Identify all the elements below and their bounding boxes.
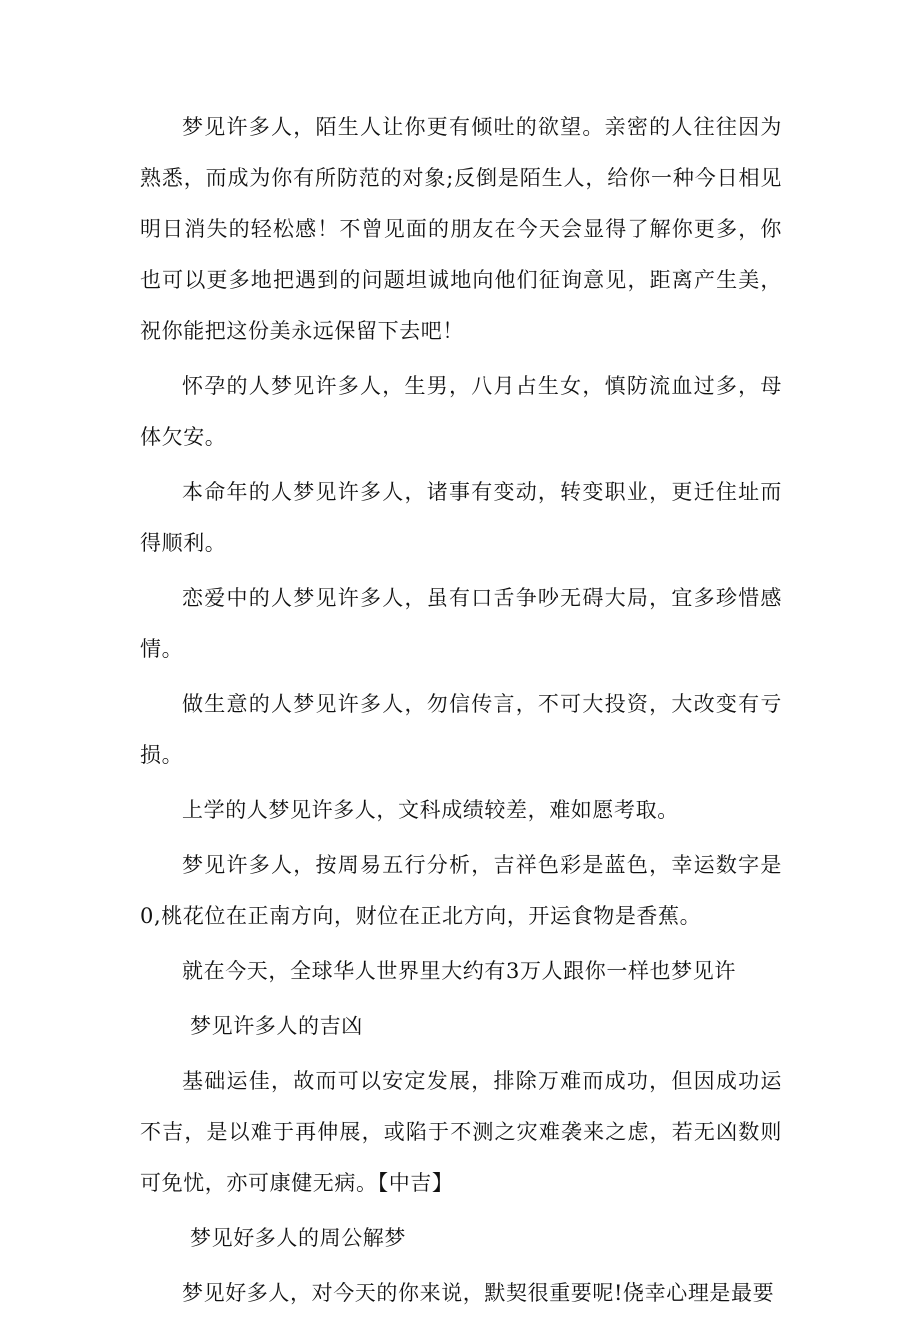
paragraph-fortune: 基础运佳，故而可以安定发展，排除万难而成功，但因成功运不吉，是以难于再伸展，或陷于不测之灾难袭来之虑，若无凶数则可免忧，亦可康健无病。【中吉】 [140, 1069, 782, 1195]
paragraph-interpretation: 梦见好多人，对今天的你来说，默契很重要呢!侥幸心理是最要 [182, 1281, 775, 1305]
document-page [140, 102, 782, 1323]
paragraph-pregnant: 怀孕的人梦见许多人，生男，八月占生女，慎防流血过多，母体欠安。 [140, 374, 782, 449]
heading-fortune: 梦见许多人的吉凶 [190, 1014, 363, 1038]
paragraph-today: 就在今天，全球华人世界里大约有3万人跟你一样也梦见许 [182, 959, 736, 983]
paragraph-five-elements: 梦见许多人，按周易五行分析，吉祥色彩是蓝色，幸运数字是0,桃花位在正南方向，财位在正北方向，开运食物是香蕉。 [140, 853, 782, 928]
paragraph-business: 做生意的人梦见许多人，勿信传言，不可大投资，大改变有亏损。 [140, 692, 782, 767]
paragraph-in-love: 恋爱中的人梦见许多人，虽有口舌争吵无碍大局，宜多珍惜感情。 [140, 586, 782, 661]
paragraph-students: 上学的人梦见许多人，文科成绩较差，难如愿考取。 [182, 798, 679, 822]
paragraph-strangers: 梦见许多人，陌生人让你更有倾吐的欲望。亲密的人往往因为熟悉，而成为你有所防范的对象;反倒是陌生人，给你一种今日相见明日消失的轻松感！不曾见面的朋友在今天会显得了解你更多，你也可以更多地把遇到的问题坦诚地向他们征询意见，距离产生美，祝你能把这份美永远保留下去吧！ [140, 115, 782, 343]
heading-interpretation: 梦见好多人的周公解梦 [190, 1226, 406, 1250]
paragraph-zodiac-year: 本命年的人梦见许多人，诸事有变动，转变职业，更迁住址而得顺利。 [140, 480, 782, 555]
